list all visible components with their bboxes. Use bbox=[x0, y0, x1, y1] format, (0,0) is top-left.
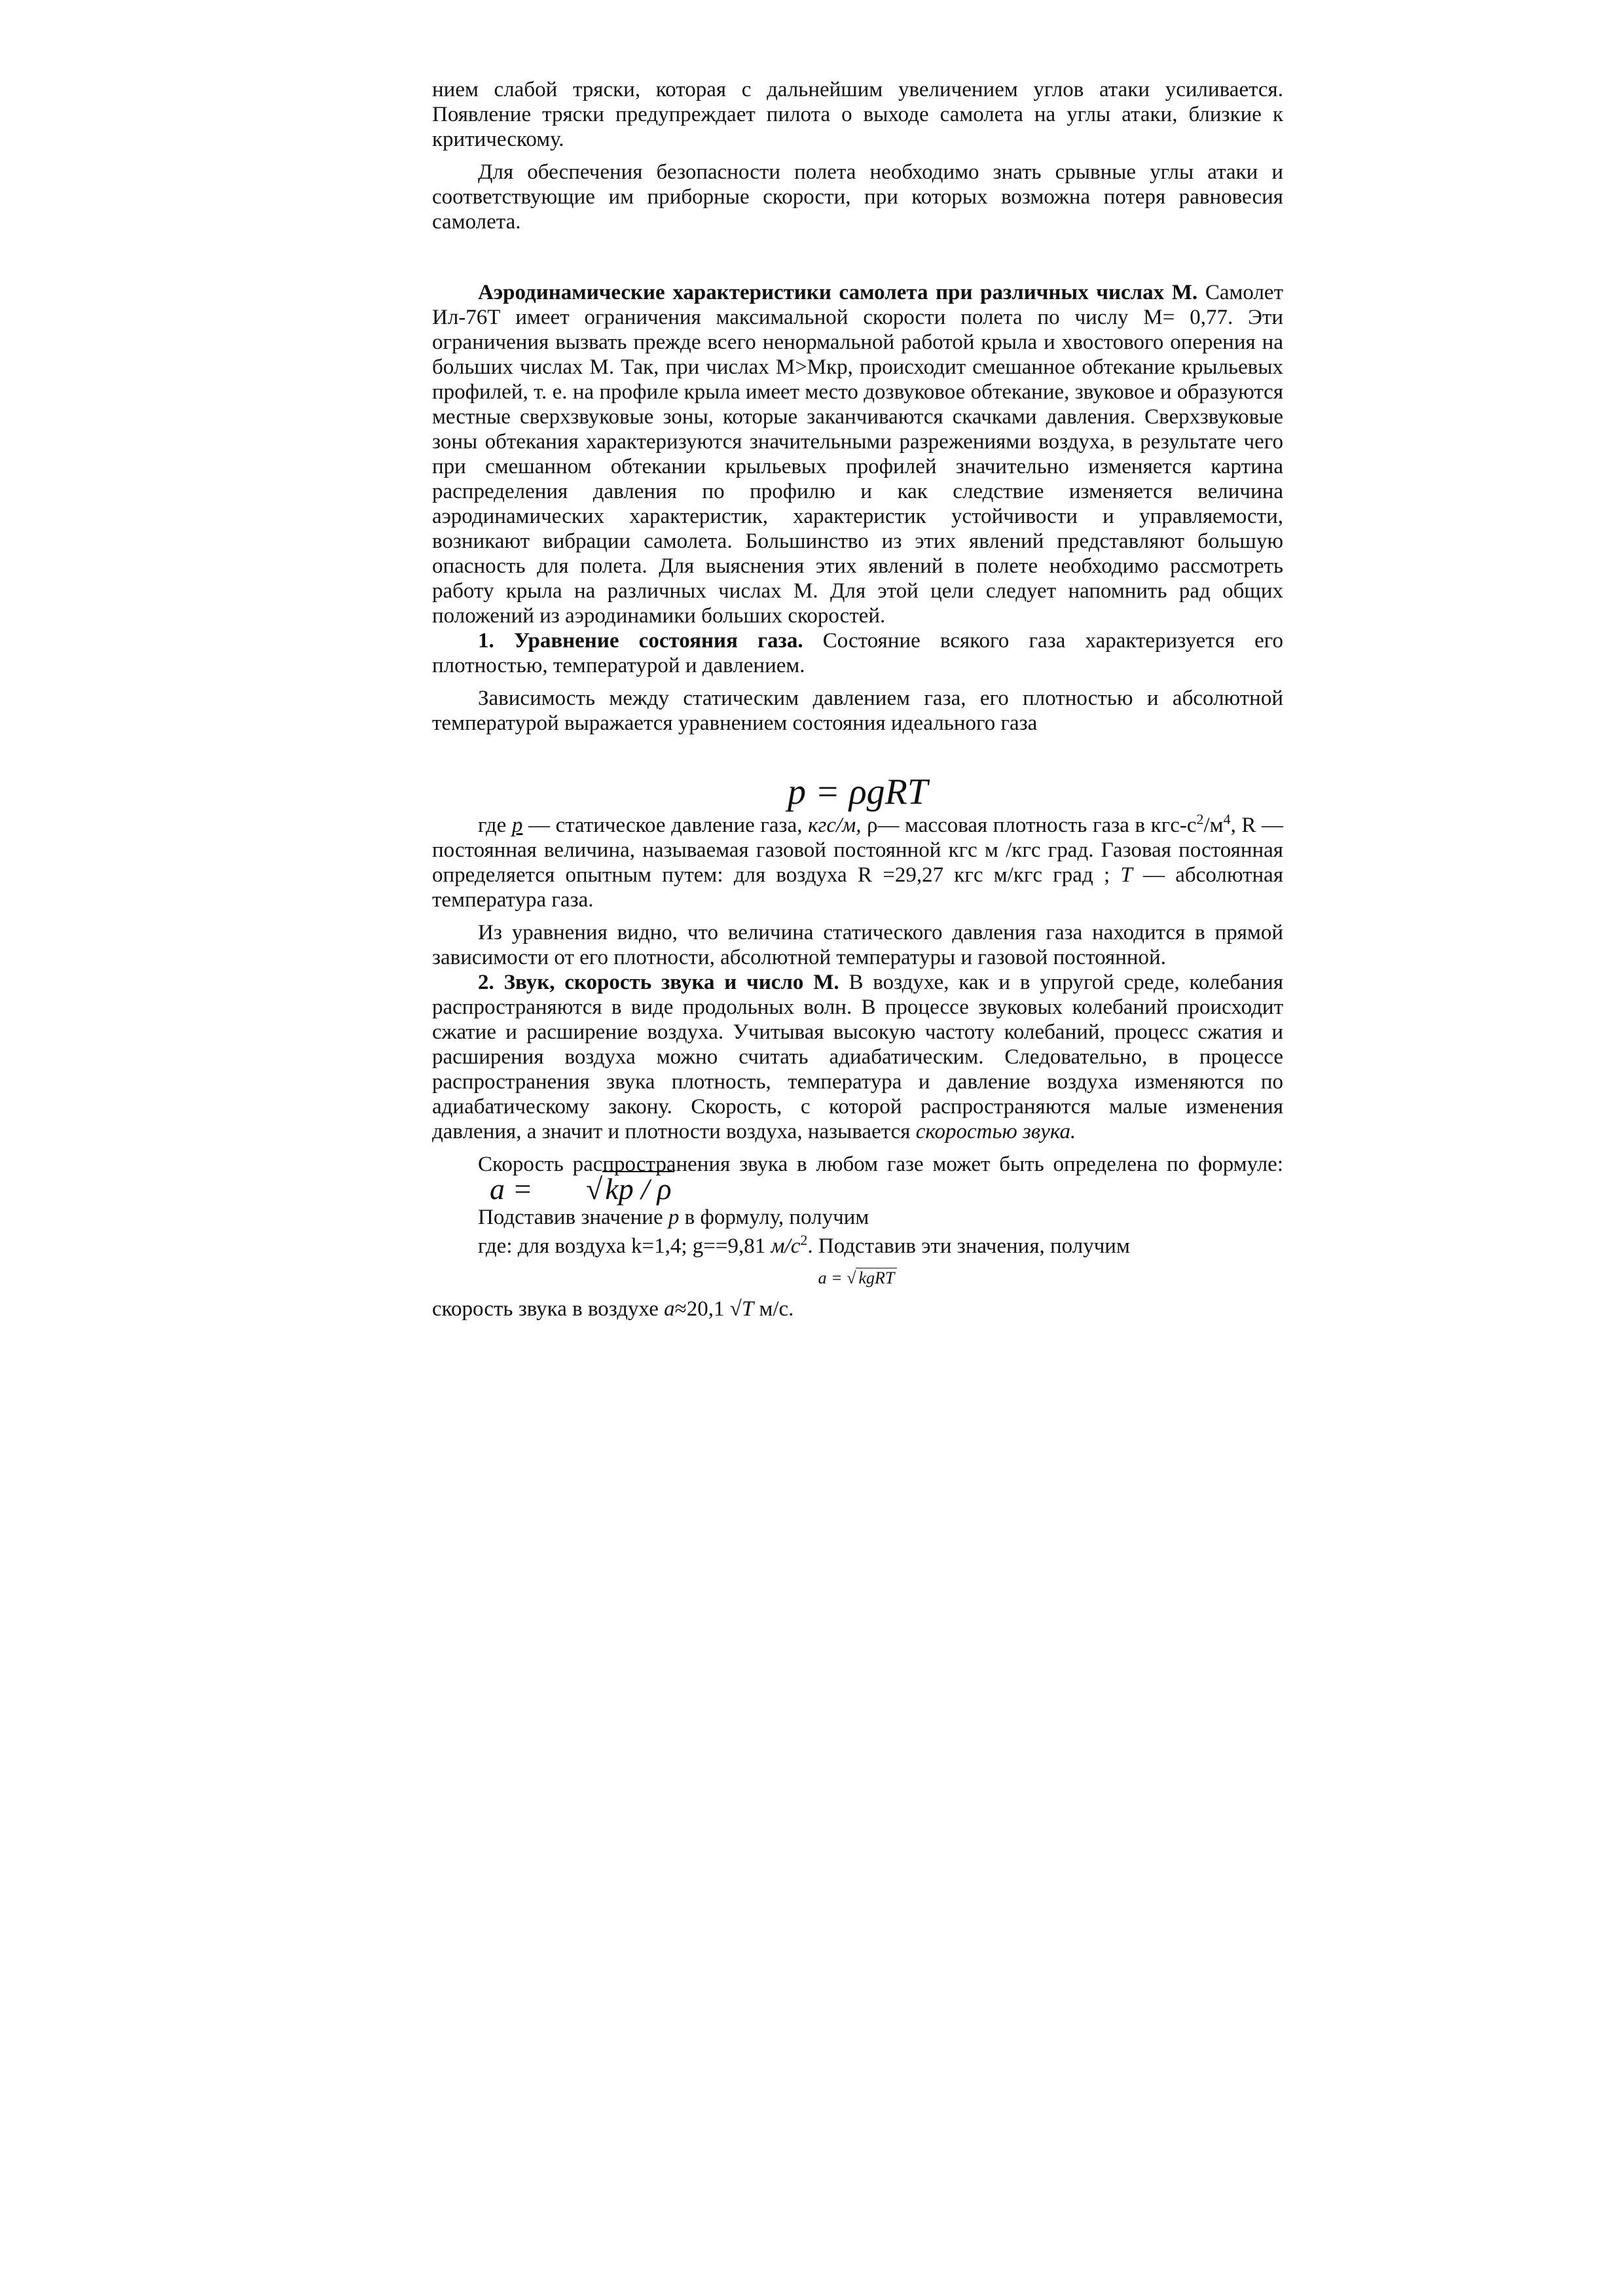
paragraph-sound-result bbox=[432, 1297, 1283, 1321]
paragraph-state-equation: Зависимость между статическим давлением газа, его плотностью и абсолютной температурой выражается уравнением состояния идеального газа bbox=[432, 687, 1283, 735]
paragraph-air-values bbox=[432, 1234, 1283, 1259]
item-gas-state bbox=[432, 628, 1283, 678]
air-values-text: . Подставив эти значения, получим bbox=[807, 1234, 1130, 1258]
substitute-text: Подставив значение bbox=[478, 1206, 663, 1229]
paragraph-sound-formula bbox=[432, 1152, 1283, 1206]
air-values-text: где: для воздуха k=1,4; g==9,81 bbox=[478, 1234, 766, 1258]
item2-italic: скоростью звука. bbox=[915, 1120, 1076, 1143]
result-value: ≈20,1 bbox=[674, 1297, 725, 1321]
where-text: — статическое давление газа, bbox=[528, 814, 803, 837]
formula-lhs: a = bbox=[818, 1268, 843, 1287]
formula-lhs: a = bbox=[490, 1172, 533, 1206]
where-text: ρ— массовая плотность газа в кгс-с bbox=[867, 814, 1197, 837]
air-values-unit: м/с bbox=[771, 1234, 801, 1258]
sqrt-symbol: √ bbox=[847, 1268, 856, 1287]
item1-heading: 1. Уравнение состояния газа. bbox=[478, 629, 803, 653]
where-text: где bbox=[478, 814, 507, 837]
where-symbol-p: p bbox=[511, 814, 523, 837]
item2-body: В воздухе, как и в упругой среде, колебания распространяются в виде продольных волн. В процессе звуковых колебаний происходит сжатие и расширение воздуха. Учитывая высокую частоту колебаний, процесс сжатия и расширения воздуха можно считать адиабатическим. Следовательно, в процессе распространения звука плотность, температура и давление воздуха изменяются по адиабатическому закону. Скорость, с которой распространяются малые изменения давления, а значит и плотности воздуха, называется bbox=[432, 971, 1283, 1143]
substitute-symbol: p bbox=[668, 1206, 680, 1229]
where-text: , R — постоянная величина, называемая газовой постоянной кгс м /кгс град. Газовая постоянная определяется опытным путем: для воздуха R =29,27 кгс м/кгс град ; bbox=[432, 814, 1283, 887]
section-mach-characteristics bbox=[432, 280, 1283, 628]
where-text: /м bbox=[1203, 814, 1224, 837]
where-sup: 2 bbox=[1196, 811, 1204, 827]
formula-sound-speed bbox=[444, 1172, 674, 1206]
paragraph-substitute bbox=[432, 1205, 1283, 1230]
sqrt-symbol: √ bbox=[586, 1172, 603, 1206]
where-unit: кгс/м, bbox=[808, 814, 862, 837]
paragraph-buffeting: нием слабой тряски, которая с дальнейшим увеличением углов атаки усиливается. Появление тряски предупреждает пилота о выходе самолета на углы атаки, близкие к критическому. bbox=[432, 78, 1283, 151]
paragraph-where bbox=[432, 813, 1283, 912]
sound-formula-text: Скорость распространения звука в любом газе может быть определена по формуле: bbox=[478, 1153, 1283, 1176]
result-unit: м/с. bbox=[759, 1297, 794, 1321]
item-sound-speed bbox=[432, 970, 1283, 1144]
paragraph-equation-note: Из уравнения видно, что величина статического давления газа находится в прямой зависимости от его плотности, абсолютной температуры и газовой постоянной. bbox=[432, 921, 1283, 969]
document-page bbox=[432, 77, 1283, 1321]
section-heading: Аэродинамические характеристики самолета при различных числах М. bbox=[478, 281, 1198, 304]
sqrt-symbol: √ bbox=[729, 1297, 742, 1321]
air-values-sup: 2 bbox=[800, 1232, 808, 1248]
item1-body: Состояние всякого газа характеризуется его плотностью, температурой и давлением. bbox=[432, 629, 1284, 677]
formula-sound-kgrt bbox=[432, 1264, 1283, 1293]
section-body: Самолет Ил-76Т имеет ограничения максимальной скорости полета по числу М= 0,77. Эти ограничения вызвать прежде всего ненормальной работой крыла и хвостового оперения на больших числах М. Так, при числах М>Мкр, происходит смешанное обтекание крыльевых профилей, т. е. на профиле крыла имеет место дозвуковое обтекание, звуковое и образуются местные сверхзвуковые зоны, которые заканчиваются скачками давления. Сверхзвуковые зоны обтекания характеризуются значительными разрежениями воздуха, в результате чего при смешанном обтекании крыльевых профилей значительно изменяется картина распределения давления по профилю и как следствие изменяется величина аэродинамических характеристик, характеристик устойчивости и управляемости, возникают вибрации самолета. Большинство из этих явлений представляют большую опасность для полета. Для выяснения этих явлений в полете необходимо рассмотреть работу крыла на различных числах М. Для этой цели следует напомнить рад общих положений из аэродинамики больших скоростей. bbox=[432, 281, 1283, 628]
formula-gas-state: p = ρgRT bbox=[787, 772, 928, 812]
where-symbol-t: T bbox=[1120, 863, 1133, 887]
formula-radicand: kp / ρ bbox=[602, 1171, 674, 1206]
where-sup: 4 bbox=[1223, 811, 1231, 827]
paragraph-safety: Для обеспечения безопасности полета необходимо знать срывные углы атаки и соответствующие им приборные скорости, при которых возможна потеря равновесия самолета. bbox=[432, 160, 1283, 234]
result-text: скорость звука в воздухе bbox=[432, 1297, 659, 1321]
result-symbol-t: T bbox=[741, 1297, 754, 1321]
item2-heading: 2. Звук, скорость звука и число М. bbox=[478, 971, 839, 994]
result-symbol-a: a bbox=[664, 1297, 675, 1321]
where-text: — абсолютная температура газа. bbox=[432, 863, 1284, 912]
formula-radicand: kgRT bbox=[856, 1268, 897, 1287]
substitute-text: в формулу, получим bbox=[684, 1206, 869, 1229]
